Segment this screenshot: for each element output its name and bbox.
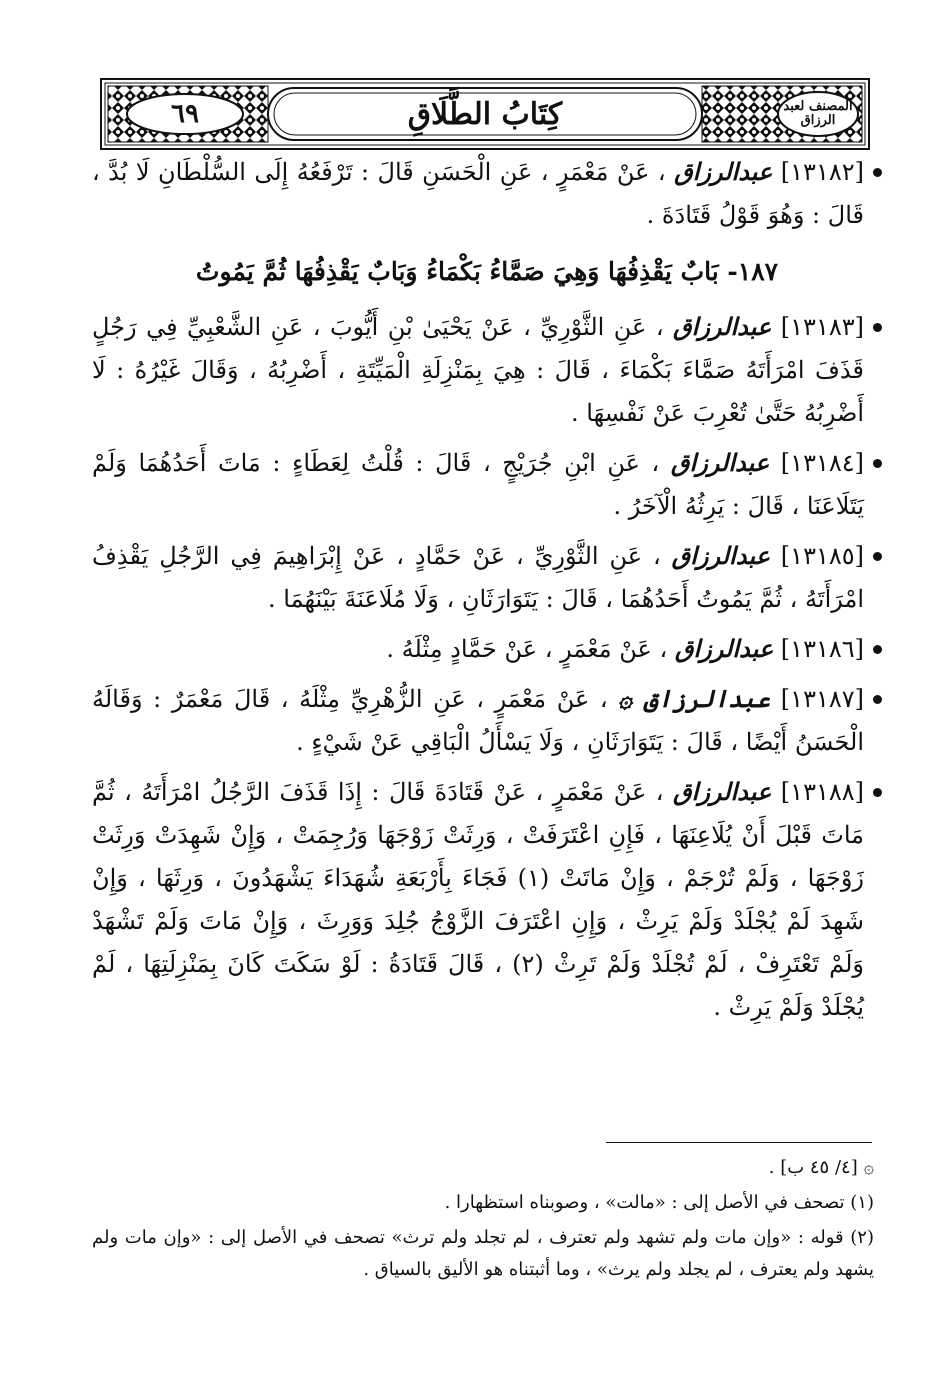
hadith-entry <box>92 150 882 237</box>
hadith-entry <box>92 677 882 764</box>
hadith-entry <box>92 305 882 435</box>
entry-number: [١٣١٨٣] <box>780 313 864 341</box>
chapter-heading: ١٨٧- بَابٌ يَقْذِفُهَا وَهِيَ صَمَّاءُ بَكْمَاءُ وَبَابٌ يَقْذِفُهَا ثُمَّ يَمُوتُ <box>195 257 779 286</box>
running-title: كِتَابُ الطَّلَاقِ <box>407 96 563 132</box>
footnote: ۞ [٤/ ٤٥ ب] . <box>768 1157 874 1178</box>
bullet-icon <box>873 788 882 797</box>
entry-number: [١٣١٨٥] <box>780 542 864 570</box>
entry-author: عبدالرزاق <box>674 157 773 186</box>
bullet-icon <box>873 695 882 704</box>
entry-author: عبدالرزاق <box>673 777 772 806</box>
entry-author: عبدالرزاق <box>670 448 770 477</box>
entry-author: عبدالرزاق ۞ <box>618 684 771 713</box>
entry-text: ، عَنِ ابْنِ جُرَيْجٍ ، قَالَ : قُلْتُ لِعَطَاءٍ : مَاتَ أَحَدُهُمَا وَلَمْ يَتَلَاعَنَا ، قَالَ : يَرِثُهُ الْآخَرُ . <box>92 449 864 520</box>
entry-text: ، عَنْ مَعْمَرٍ ، عَنْ قَتَادَةَ قَالَ : إِذَا قَذَفَ الرَّجُلُ امْرَأَتَهُ ، ثُمَّ مَاتَ قَبْلَ أَنْ يُلَاعِنَهَا ، فَإِنِ اعْتَرَفَتْ ، وَرِثَتْ زَوْجَهَا وَرُجِمَتْ ، وَإِنْ شَهِدَتْ وَرِثَتْ زَوْجَهَا ، وَلَمْ تُرْجَمْ ، وَإِنْ مَاتَتْ (١) فَجَاءَ بِأَرْبَعَةِ شُهَدَاءَ يَشْهَدُونَ ، وَرِثَهَا ، وَإِنْ شَهِدَ لَمْ يُجْلَدْ وَلَمْ يَرِثْ ، وَإِنِ اعْتَرَفَ الزَّوْجُ جُلِدَ وَوَرِثَ ، وَإِنْ مَاتَ وَلَمْ تَشْهَدْ وَلَمْ تَعْتَرِفْ ، لَمْ تُجْلَدْ وَلَمْ تَرِثْ (٢) ، قَالَ قَتَادَةُ : لَوْ سَكَتَ كَانَ بِمَنْزِلَتِهَا ، لَمْ يُجْلَدْ وَلَمْ يَرِثْ . <box>92 778 864 1021</box>
footnote: (٢) قوله : «وإن مات ولم تشهد ولم تعترف ، لم تجلد ولم ترث» تصحف في الأصل إلى : «وإن مات ولم يشهد ولم يعترف ، لم يجلد ولم يرث» ، وما أثبتناه هو الأليق بالسياق . <box>92 1227 874 1280</box>
page-number: ٦٩ <box>171 99 199 129</box>
entry-number: [١٣١٨٨] <box>780 778 864 806</box>
hadith-entry <box>92 441 882 528</box>
bullet-icon <box>873 645 882 654</box>
bullet-icon <box>873 459 882 468</box>
entry-number: [١٣١٨٤] <box>780 449 864 477</box>
entry-text: ، عَنْ مَعْمَرٍ ، عَنْ حَمَّادٍ مِثْلَهُ . <box>386 635 668 663</box>
entry-number: [١٣١٨٦] <box>780 635 864 663</box>
page-header <box>100 78 870 150</box>
entry-text: ، عَنِ الثَّوْرِيِّ ، عَنْ حَمَّادٍ ، عَنْ إِبْرَاهِيمَ فِي الرَّجُلِ يَقْذِفُ امْرَأَتَهُ ، ثُمَّ يَمُوتُ أَحَدُهُمَا ، قَالَ : يَتَوَارَثَانِ ، وَلَا مُلَاعَنَةَ بَيْنَهُمَا . <box>92 542 864 613</box>
hadith-entry <box>92 534 882 621</box>
footnotes <box>92 1152 882 1289</box>
footnote: (١) تصحف في الأصل إلى : «مالت» ، وصوبناه استظهارا . <box>444 1192 874 1213</box>
entry-author: عبدالرزاق <box>673 312 772 341</box>
bullet-icon <box>873 168 882 177</box>
bullet-icon <box>873 323 882 332</box>
hadith-entry <box>92 627 882 671</box>
entry-number: [١٣١٨٧] <box>780 685 864 713</box>
entry-text: ، عَنْ مَعْمَرٍ ، عَنِ الزُّهْرِيِّ مِثْلَهُ ، قَالَ مَعْمَرٌ : وَقَالَهُ الْحَسَنُ أَيْضًا ، قَالَ : يَتَوَارَثَانِ ، وَلَا يَسْأَلُ الْبَاقِي عَنْ شَيْءٍ . <box>92 685 864 756</box>
entry-text: ، عَنِ الثَّوْرِيِّ ، عَنْ يَحْيَىٰ بْنِ أَيُّوبَ ، عَنِ الشَّعْبِيِّ فِي رَجُلٍ قَذَفَ امْرَأَتَهُ صَمَّاءَ بَكْمَاءَ ، قَالَ : هِيَ بِمَنْزِلَةِ الْمَيِّتَةِ ، أَضْرِبُهُ ، وَقَالَ غَيْرُهُ : لَا أَضْرِبُهُ حَتَّىٰ تُعْرِبَ عَنْ نَفْسِهَا . <box>92 313 864 427</box>
footnote-separator <box>606 1142 872 1143</box>
entry-text: ، عَنْ مَعْمَرٍ ، عَنِ الْحَسَنِ قَالَ : تَرْفَعُهُ إِلَى السُّلْطَانِ لَا بُدَّ ، قَالَ : وَهُوَ قَوْلُ قَتَادَةَ . <box>92 158 864 229</box>
main-text <box>92 150 882 1035</box>
entry-number: [١٣١٨٢] <box>780 158 864 186</box>
bullet-icon <box>873 552 882 561</box>
book-logo: المصنف لعبد الرزاق <box>783 99 853 128</box>
entry-author: عبدالرزاق <box>671 541 770 570</box>
entry-author: عبدالرزاق <box>674 634 774 663</box>
hadith-entry <box>92 770 882 1029</box>
